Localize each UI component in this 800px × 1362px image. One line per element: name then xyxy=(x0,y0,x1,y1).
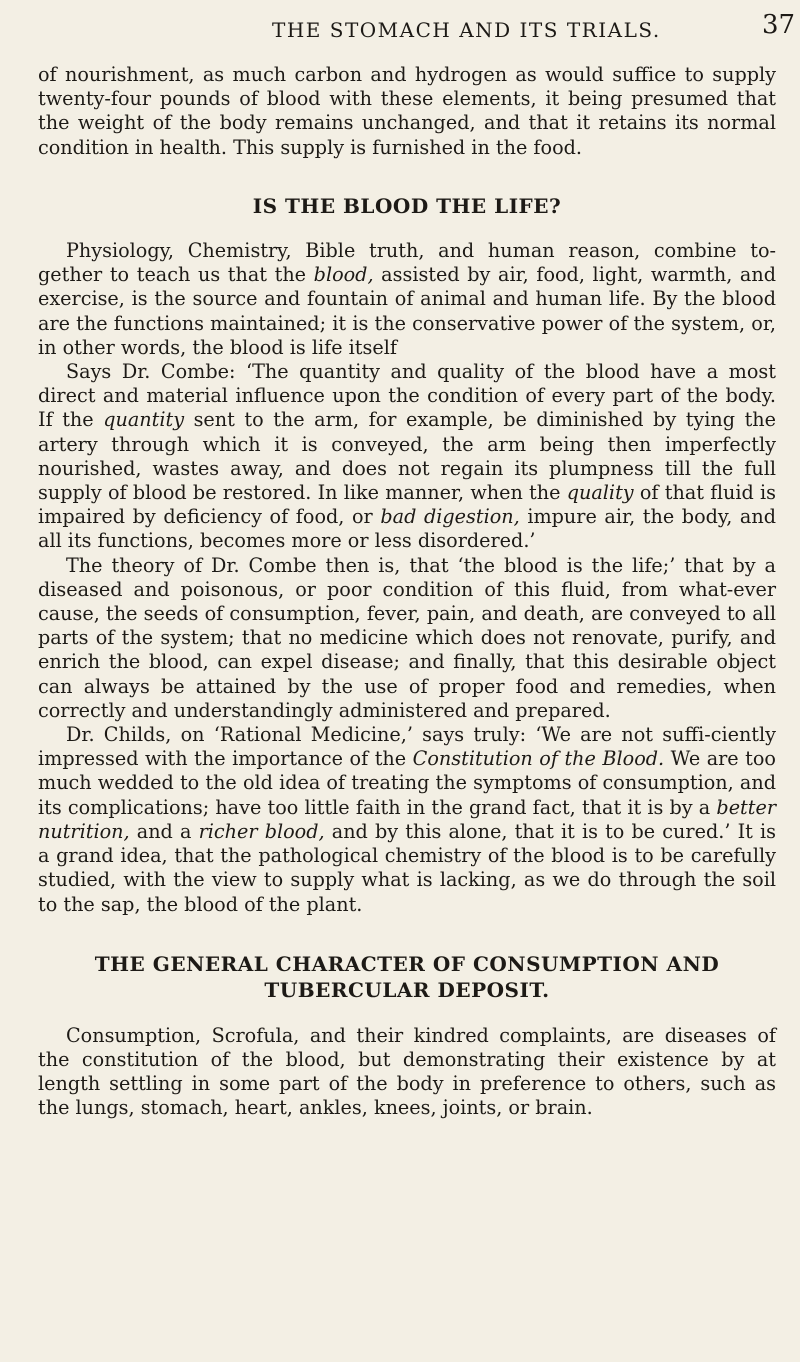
paragraph-combe-quote xyxy=(38,360,776,554)
italic-text: Constitution of the Blood. xyxy=(412,747,665,771)
page-header xyxy=(0,10,800,50)
text-run: and by this alone, that it is to be cured.’ It is a grand idea, that the pathological chemistry of the blood is to be carefully studied, with the view to supply what is lacking, as we do through the soil to the sap, the blood of the plant. xyxy=(38,819,777,916)
section-heading-blood-life: IS THE BLOOD THE LIFE? xyxy=(252,193,562,218)
text-run: assisted by air, food, light, warmth, and exercise, is the source and fountain of animal and human life. By the blood are the functions maintained; it is the conservative power of the system, or, in other words, the blood is life itself xyxy=(38,263,776,359)
heading-line: TUBERCULAR DEPOSIT. xyxy=(264,977,550,1002)
heading-line: THE GENERAL CHARACTER OF CONSUMPTION AND xyxy=(94,951,720,976)
running-head: THE STOMACH AND ITS TRIALS. xyxy=(272,18,661,42)
text-run: of that fluid is impaired by deficiency of food, or xyxy=(38,481,776,529)
paragraph-physiology xyxy=(38,239,776,360)
text-run: We are too much wedded to the old idea of treating the symptoms of consumption, and its complications; have too little faith in the grand fact, that it is by a xyxy=(38,747,776,819)
text-run: and a xyxy=(129,819,199,843)
paragraph-continuation: of nourishment, as much carbon and hydrogen as would suffice to supply twenty-four pounds of blood with these elements, it being presumed that the weight of the body remains unchanged, and that it retains its normal condition in health. This supply is furnished in the food. xyxy=(38,63,776,159)
italic-text: richer blood, xyxy=(198,819,325,843)
paragraph-childs-quote xyxy=(38,723,776,917)
text-run: Physiology, Chemistry, Bible truth, and human reason, combine to-gether to teach us that the xyxy=(38,239,776,287)
page-number: 37 xyxy=(762,10,796,40)
text-run: sent to the arm, for example, be diminished by tying the artery through which it is conveyed, the arm being then imperfectly nourished, wastes away, and does not regain its plumpness till the full supply of blood be restored. In like manner, when the xyxy=(38,408,776,505)
section-heading-consumption xyxy=(38,951,776,1003)
italic-text: better nutrition, xyxy=(38,795,776,843)
italic-text: quality xyxy=(566,481,634,505)
italic-text: quantity xyxy=(103,408,185,432)
text-run: Dr. Childs, on ‘Rational Medicine,’ says truly: ‘We are not suffi-ciently impressed with the importance of the xyxy=(38,723,776,771)
paragraph-consumption: Consumption, Scrofula, and their kindred complaints, are diseases of the constitution of the blood, but demonstrating their existence by at length settling in some part of the body in preference to others, such as the lungs, stomach, heart, ankles, knees, joints, or brain. xyxy=(38,1023,776,1120)
italic-text: bad digestion, xyxy=(380,505,520,529)
text-run: Says Dr. Combe: ‘The quantity and quality of the blood have a most direct and material influence upon the condition of every part of the body. If the xyxy=(38,360,776,432)
italic-text: blood, xyxy=(313,263,374,287)
paragraph-combe-theory: The theory of Dr. Combe then is, that ‘the blood is the life;’ that by a diseased and poisonous, or poor condition of this fluid, from what-ever cause, the seeds of consumption, fever, pain, and death, are conveyed to all parts of the system; that no medicine which does not renovate, purify, and enrich the blood, can expel disease; and finally, that this desirable object can always be attained by the use of proper food and remedies, when correctly and understandingly administered and prepared. xyxy=(38,553,776,722)
body-text xyxy=(38,63,776,1121)
text-run: impure air, the body, and all its functions, becomes more or less disordered.’ xyxy=(38,505,776,553)
